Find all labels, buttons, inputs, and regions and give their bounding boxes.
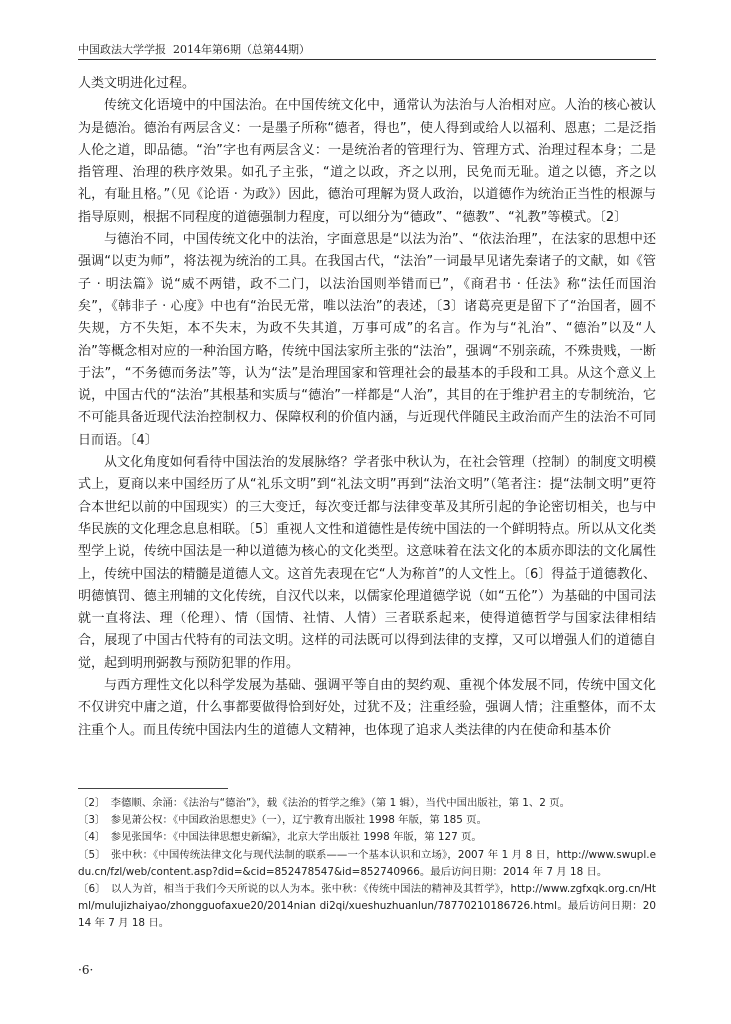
paragraph: 从文化角度如何看待中国法治的发展脉络？学者张中秋认为，在社会管理（控制）的制度文明模式上，夏商以来中国经历了从“礼乐文明”到“礼法文明”再到“法治文明”（笔者注：提“法制文明”更符合本世纪以前的中国现实）的三大变迁，每次变迁都与法律变革及其所引起的争论密切相关，也与中华民族的文化理念息息相联。〔5〕重视人文性和道德性是传统中国法的一个鲜明特点。所以从文化类型学上说，传统中国法是一种以道德为核心的文化类型。这意味着在法文化的本质亦即法的文化属性上，传统中国法的精髓是道德人文。这首先表现在它“人为称首”的人文性上。〔6〕得益于道德教化、明德慎罚、德主刑辅的文化传统，自汉代以来，以儒家伦理道德学说（如“五伦”）为基础的中国司法就一直将法、理（伦理）、情（国情、社情、人情）三者联系起来，使得道德哲学与国家法律相结合，展现了中国古代特有的司法文明。这样的司法既可以得到法律的支撑，又可以增强人们的道德自觉，起到明刑弼教与预防犯罪的作用。 [78,455,656,671]
journal-name: 中国政法大学学报 [78,43,166,56]
paragraph: 人类文明进化过程。 [78,76,196,91]
paragraph: 传统文化语境中的中国法治。在中国传统文化中，通常认为法治与人治相对应。人治的核心被认为是德治。德治有两层含义：一是墨子所称“德者，得也”，使人得到或给人以福利、恩惠；二是泛指人伦之道，即品德。“治”字也有两层含义：一是统治者的管理行为、管理方式、治理过程本身；二是指管理、治理的秩序效果。如孔子主张，“道之以政，齐之以刑，民免而无耻。道之以德，齐之以礼，有耻且格。”（见《论语 · 为政》）因此，德治可理解为贤人政治，以道德作为统治正当性的根源与指导原则，根据不同程度的道德强制力程度，可以细分为“德政”、“德教”、“礼教”等模式。〔2〕 [78,98,656,225]
paragraph: 与西方理性文化以科学发展为基础、强调平等自由的契约观、重视个体发展不同，传统中国文化不仅讲究中庸之道，什么事都要做得恰到好处，过犹不及；注重经验，强调人情；注重整体，而不太注重个人。而且传统中国法内生的道德人文精神，也体现了追求人类法律的内在使命和基本价 [78,678,656,738]
footnote: 〔4〕 参见张国华：《中国法律思想史新编》，北京大学出版社 1998 年版，第 127 页。 [78,831,482,844]
header-rule [78,59,656,60]
footnote: 〔2〕 李德顺、余涌：《法治与“德治”》，载《法治的哲学之维》（第 1 辑），当代中国出版社，第 1、2 页。 [78,797,570,809]
issue-info: 2014年第6期（总第44期） [173,43,310,56]
body-text [78,73,656,742]
running-header [78,41,656,57]
paragraph: 与德治不同，中国传统文化中的法治，字面意思是“以法为治”、“依法治理”，在法家的思想中还强调“以吏为师”，将法视为统治的工具。在我国古代，“法治”一词最早见诸先秦诸子的文献，如《管子 · 明法篇》说“威不两错，政不二门，以法治国则举错而已”，《商君书 · 任法》称“法任而国治矣”，《韩非子 · 心度》中也有“治民无常，唯以法治”的表述，〔3〕诸葛亮更是留下了“治国者，圆不失规，方不失矩，本不失末，为政不失其道，万事可成”的名言。作为与“礼治”、“德治”以及“人治”等概念相对应的一种治国方略，传统中国法家所主张的“法治”，强调“不别亲疏，不殊贵贱，一断于法”，“不务德而务法”等，认为“法”是治理国家和管理社会的最基本的手段和工具。从这个意义上说，中国古代的“法治”其根基和实质与“德治”一样都是“人治”，其目的在于维护君主的专制统治，它不可能具备近现代法治控制权力、保障权利的价值内涵，与近现代伴随民主政治而产生的法治不可同日而语。〔4〕 [78,232,656,448]
footnote: 〔5〕 张中秋：《中国传统法律文化与现代法制的联系——一个基本认识和立场》，2007 年 1 月 8 日，http://www.swupl.edu.cn/fzl/web/content.asp?did=&cid=852478547&id=852740966。最后访问日期：2014 年 7 月 18 日。 [78,848,656,878]
footnotes [78,795,656,933]
footnote-rule [78,788,228,789]
page-number: ·6· [78,963,94,977]
footnote: 〔3〕 参见萧公权：《中国政治思想史》（一），辽宁教育出版社 1998 年版，第 185 页。 [78,814,487,827]
footnote: 〔6〕 以人为首，相当于我们今天所说的以人为本。张中秋：《传统中国法的精神及其哲学》，http://www.zgfxqk.org.cn/Html/mulujizhaiyao/zhongguofaxue20/2014nian di2qi/xueshuzhuanlun/78770210186726.html。最后访问日期：2014 年 7 月 18 日。 [78,883,656,930]
